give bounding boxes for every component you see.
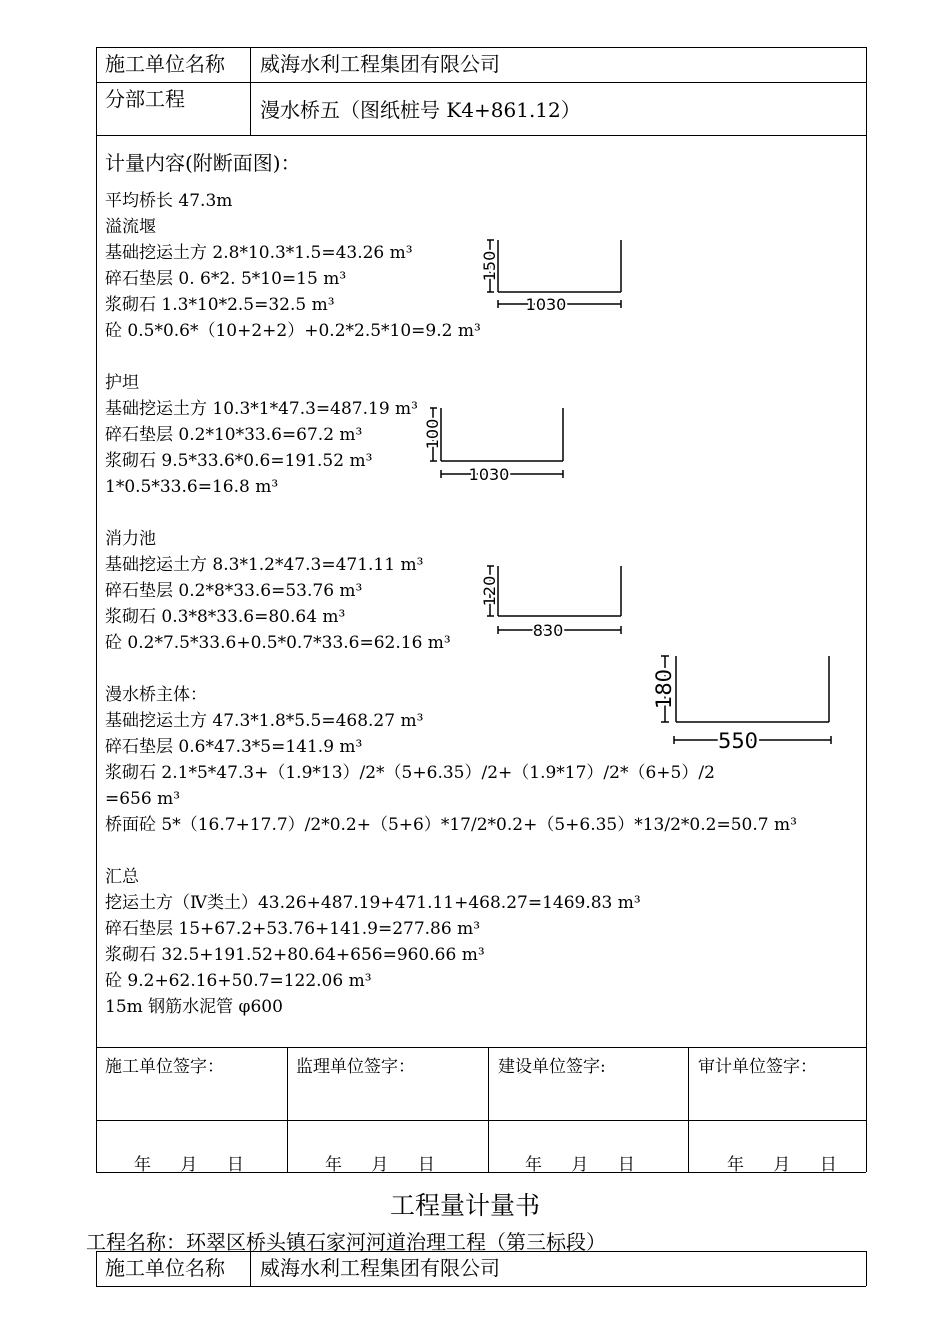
table-left-border bbox=[96, 47, 97, 1172]
date-year: 年 bbox=[134, 1155, 151, 1175]
text-line: 桥面砼 5*（16.7+17.7）/2*0.2+（5+6）*17/2*0.2+（5+6.35）*13/2*0.2=50.7 m³ bbox=[105, 815, 797, 835]
text-line: 砼 0.2*7.5*33.6+0.5*0.7*33.6=62.16 m³ bbox=[105, 633, 451, 653]
signature-label-construction: 施工单位签字： bbox=[105, 1057, 224, 1077]
dimension-width-label: 1030 bbox=[468, 465, 510, 484]
text-line: 15m 钢筋水泥管 φ600 bbox=[105, 997, 283, 1017]
text-line: 基础挖运土方 2.8*10.3*1.5=43.26 m³ bbox=[105, 243, 413, 263]
text-line: 浆砌石 2.1*5*47.3+（1.9*13）/2*（5+6.35）/2+（1.9*17）/2*（6+5）/2 bbox=[105, 763, 715, 783]
dimension-height-label: 100 bbox=[423, 418, 442, 450]
dimension-width-label: 830 bbox=[532, 621, 564, 640]
table-top-border bbox=[96, 47, 866, 48]
text-line: 1*0.5*33.6=16.8 m³ bbox=[105, 477, 279, 497]
date-month: 月 bbox=[371, 1155, 389, 1175]
table-left-border bbox=[96, 1251, 97, 1286]
dimension-height-label: 180 bbox=[652, 668, 676, 710]
table-col-divider bbox=[287, 1047, 288, 1172]
text-line: 基础挖运土方 47.3*1.8*5.5=468.27 m³ bbox=[105, 711, 424, 731]
table-right-border bbox=[866, 1251, 867, 1286]
cross-section-diagram bbox=[652, 652, 842, 752]
cross-section-diagram bbox=[478, 236, 628, 316]
cross-section-diagram bbox=[478, 562, 628, 642]
signature-date-audit bbox=[727, 1150, 837, 1175]
table-row-divider bbox=[96, 135, 866, 136]
dimension-height-label: 150 bbox=[480, 250, 499, 282]
signature-date-supervision bbox=[325, 1150, 435, 1175]
signature-date-construction bbox=[134, 1150, 244, 1175]
date-day: 日 bbox=[226, 1155, 244, 1175]
text-line: =656 m³ bbox=[105, 789, 181, 809]
section-title: 溢流堰 bbox=[105, 217, 156, 237]
section-title: 消力池 bbox=[105, 529, 156, 549]
dimension-width-label: 550 bbox=[717, 729, 759, 753]
cross-section-diagram bbox=[422, 404, 572, 484]
text-line: 碎石垫层 0.6*47.3*5=141.9 m³ bbox=[105, 737, 363, 757]
text-line: 浆砌石 0.3*8*33.6=80.64 m³ bbox=[105, 607, 346, 627]
text-line: 基础挖运土方 8.3*1.2*47.3=471.11 m³ bbox=[105, 555, 424, 575]
text-line: 碎石垫层 0.2*10*33.6=67.2 m³ bbox=[105, 425, 363, 445]
date-day: 日 bbox=[617, 1155, 635, 1175]
table-row-divider bbox=[96, 1120, 866, 1121]
date-month: 月 bbox=[571, 1155, 589, 1175]
table-right-border bbox=[866, 47, 867, 1172]
text-line: 砼 0.5*0.6*（10+2+2）+0.2*2.5*10=9.2 m³ bbox=[105, 321, 481, 341]
unit-name-value: 威海水利工程集团有限公司 bbox=[260, 1256, 500, 1280]
section-title: 汇总 bbox=[105, 867, 139, 887]
section-title: 护坦 bbox=[105, 373, 139, 393]
section-title: 漫水桥主体： bbox=[105, 685, 207, 705]
project-name: 工程名称：环翠区桥头镇石家河河道治理工程（第三标段） bbox=[86, 1230, 606, 1254]
unit-name-label: 施工单位名称 bbox=[105, 1256, 225, 1280]
signature-label-supervision: 监理单位签字： bbox=[296, 1057, 415, 1077]
subproject-label: 分部工程 bbox=[105, 87, 185, 111]
text-line: 碎石垫层 15+67.2+53.76+141.9=277.86 m³ bbox=[105, 919, 481, 939]
date-day: 日 bbox=[819, 1155, 837, 1175]
table-row-divider bbox=[96, 1047, 866, 1048]
date-month: 月 bbox=[773, 1155, 791, 1175]
table-col-divider bbox=[250, 47, 251, 135]
text-line: 砼 9.2+62.16+50.7=122.06 m³ bbox=[105, 971, 372, 991]
content-heading: 计量内容(附断面图)： bbox=[105, 151, 301, 175]
table-col-divider bbox=[488, 1047, 489, 1172]
date-day: 日 bbox=[417, 1155, 435, 1175]
date-year: 年 bbox=[525, 1155, 542, 1175]
signature-date-owner bbox=[525, 1150, 635, 1175]
text-line: 平均桥长 47.3m bbox=[105, 191, 233, 211]
text-line: 基础挖运土方 10.3*1*47.3=487.19 m³ bbox=[105, 399, 418, 419]
date-year: 年 bbox=[727, 1155, 744, 1175]
date-year: 年 bbox=[325, 1155, 342, 1175]
dimension-width-label: 1030 bbox=[525, 295, 567, 314]
text-line: 碎石垫层 0.2*8*33.6=53.76 m³ bbox=[105, 581, 363, 601]
unit-name-label: 施工单位名称 bbox=[105, 52, 225, 76]
dimension-height-label: 120 bbox=[480, 575, 499, 607]
table-col-divider bbox=[250, 1251, 251, 1286]
table-row-divider bbox=[96, 82, 866, 83]
table-top-border bbox=[96, 1251, 866, 1252]
text-line: 挖运土方（Ⅳ类土）43.26+487.19+471.11+468.27=1469.83 m³ bbox=[105, 893, 641, 913]
text-line: 浆砌石 32.5+191.52+80.64+656=960.66 m³ bbox=[105, 945, 485, 965]
unit-name-value: 威海水利工程集团有限公司 bbox=[260, 52, 500, 76]
date-month: 月 bbox=[180, 1155, 198, 1175]
table-col-divider bbox=[688, 1047, 689, 1172]
text-line: 浆砌石 1.3*10*2.5=32.5 m³ bbox=[105, 295, 335, 315]
document-title: 工程量计量书 bbox=[390, 1191, 541, 1220]
signature-label-owner: 建设单位签字: bbox=[498, 1057, 606, 1077]
subproject-value: 漫水桥五（图纸桩号 K4+861.12） bbox=[260, 98, 581, 122]
text-line: 浆砌石 9.5*33.6*0.6=191.52 m³ bbox=[105, 451, 373, 471]
signature-label-audit: 审计单位签字： bbox=[698, 1057, 817, 1077]
table-row-divider bbox=[96, 1286, 866, 1287]
text-line: 碎石垫层 0. 6*2. 5*10=15 m³ bbox=[105, 269, 347, 289]
